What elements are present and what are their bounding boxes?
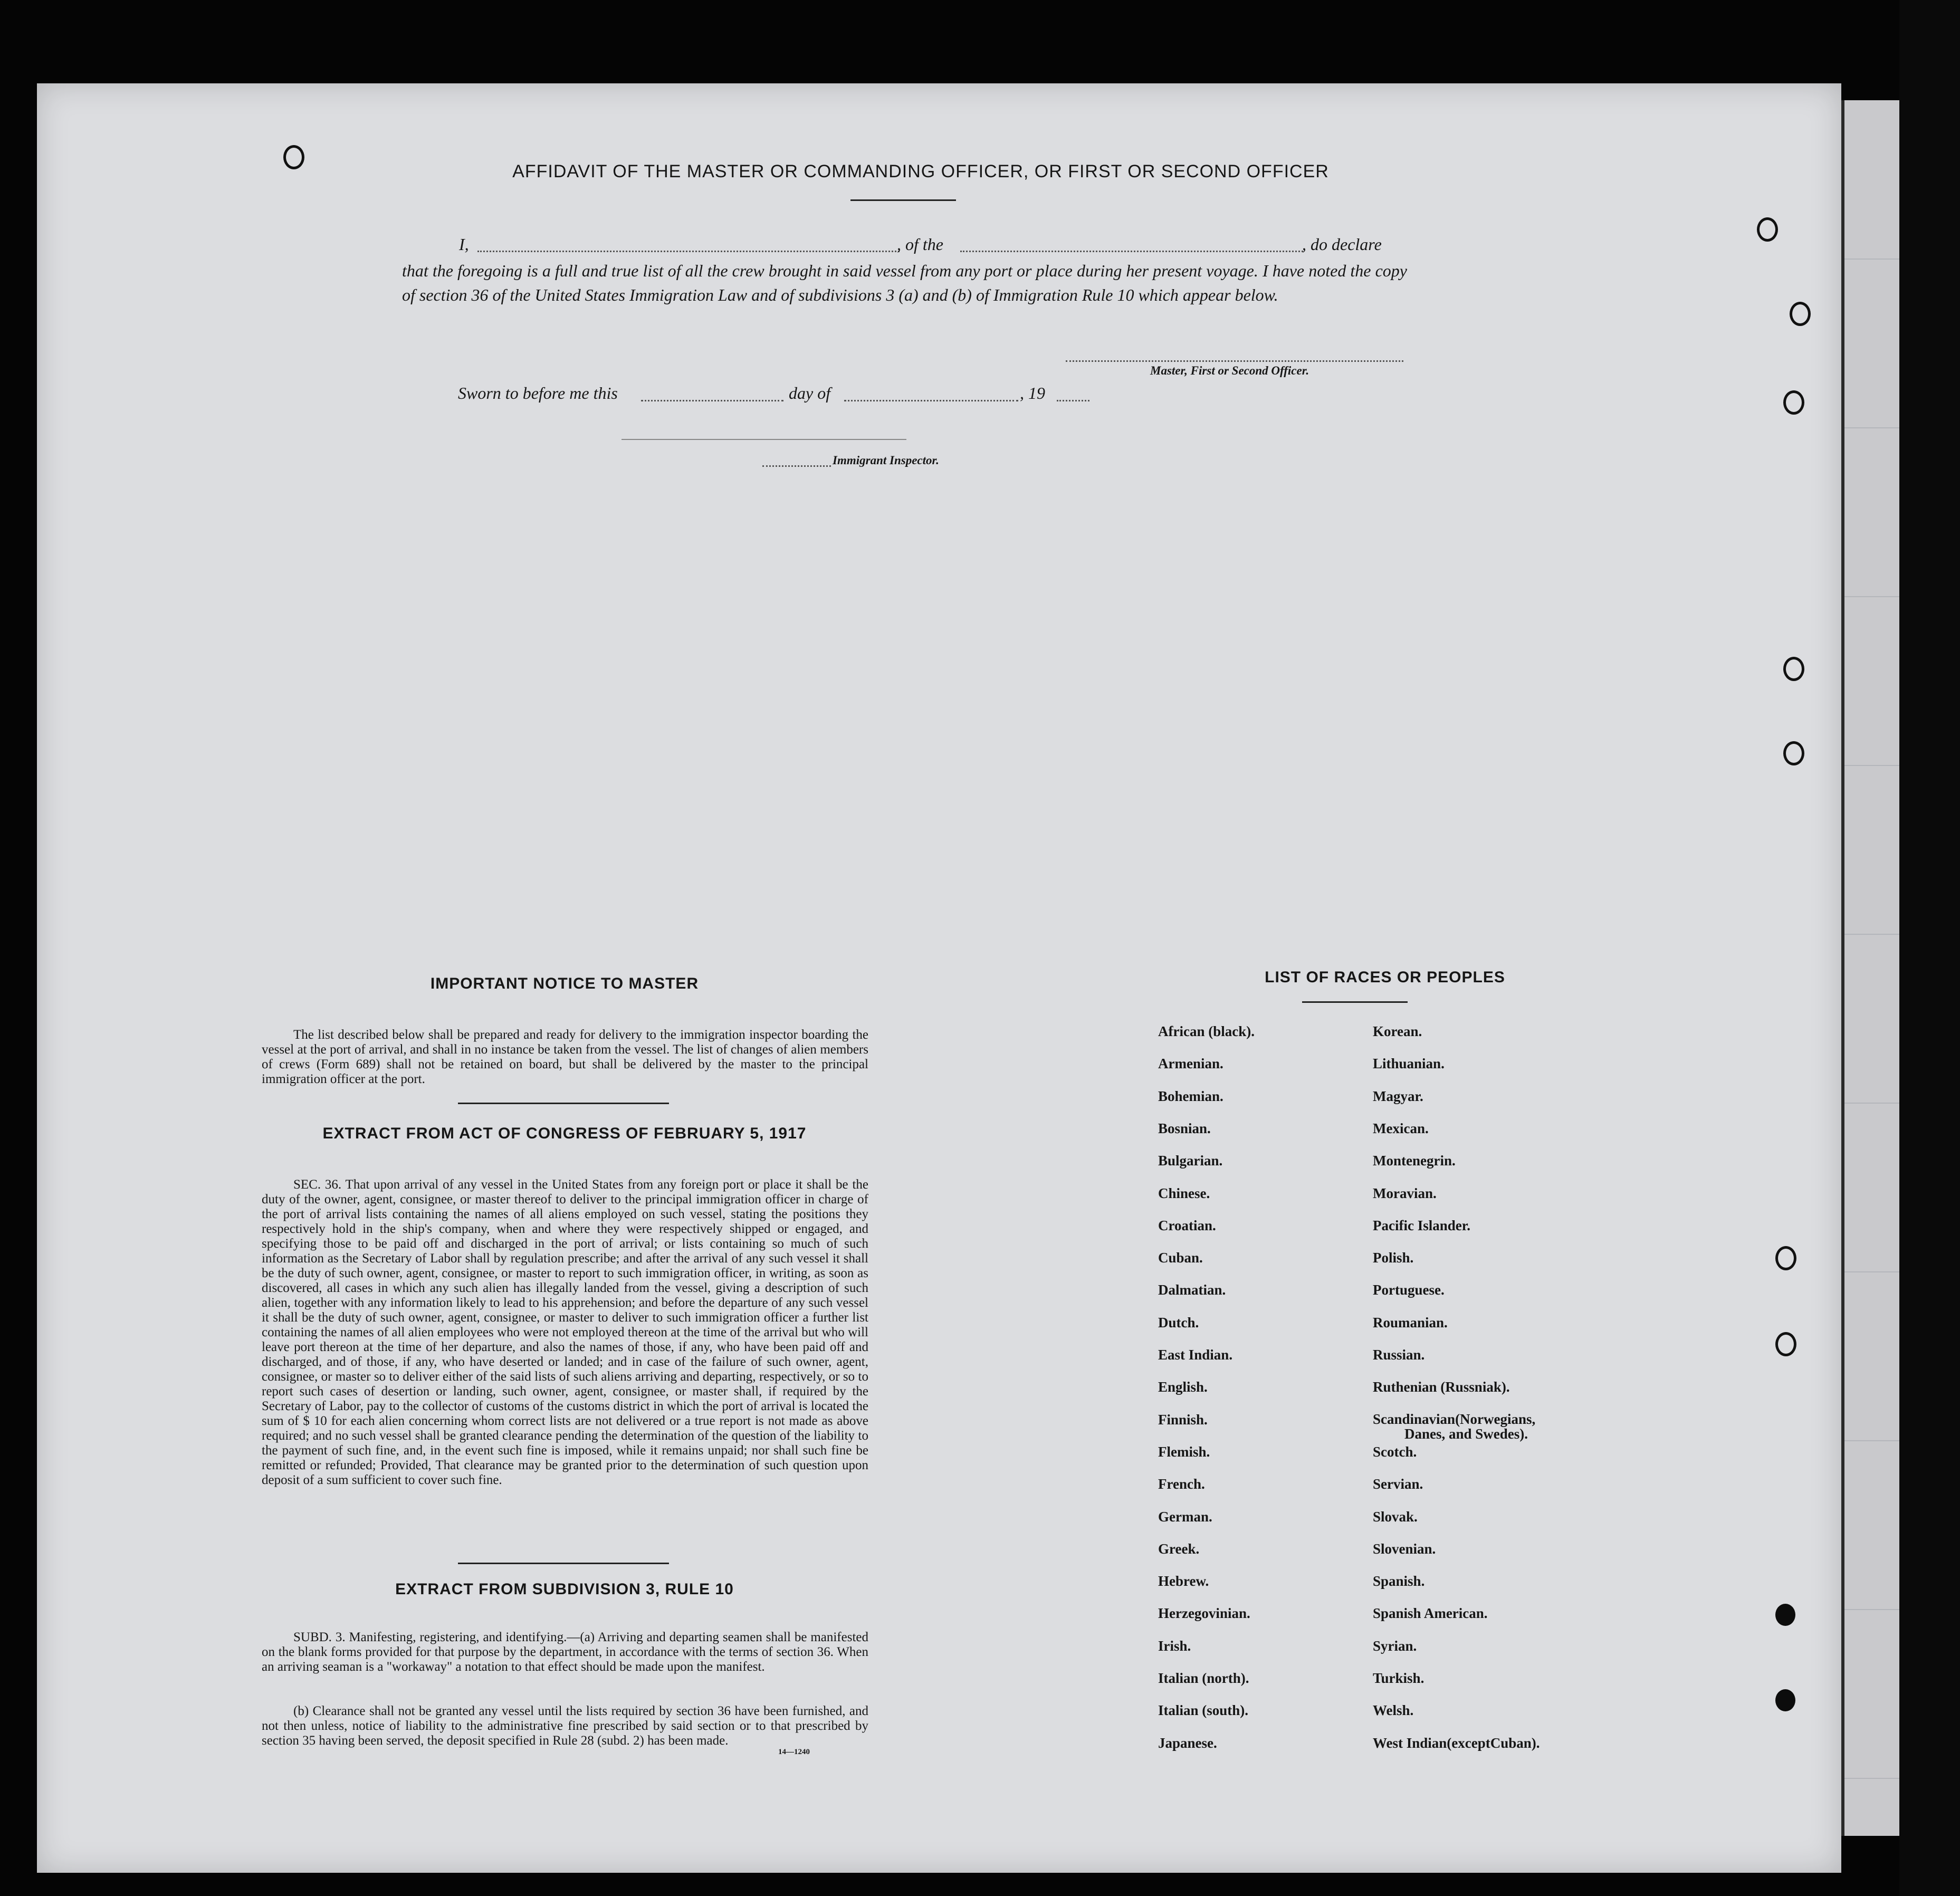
binder-hole-icon: [1775, 1246, 1796, 1270]
binder-hole-icon: [1775, 1332, 1796, 1356]
race-item: Slovenian.: [1373, 1540, 1436, 1557]
races-rule: [1302, 1001, 1408, 1003]
race-item: Croatian.: [1158, 1217, 1216, 1233]
race-item: Korean.: [1373, 1023, 1422, 1039]
race-item: Bosnian.: [1158, 1120, 1211, 1136]
race-item: Turkish.: [1373, 1670, 1424, 1686]
of-the-label: , of the: [897, 235, 943, 254]
notice-rule: [458, 1103, 669, 1104]
affidavit-title: AFFIDAVIT OF THE MASTER OR COMMANDING OFFICER, OR FIRST OR SECOND OFFICER: [512, 161, 1329, 181]
scan-border: [1899, 0, 1960, 1896]
race-item: Cuban.: [1158, 1250, 1203, 1266]
act-rule: [458, 1563, 669, 1564]
binder-hole-icon: [1775, 1689, 1795, 1711]
race-item: Irish.: [1158, 1638, 1191, 1654]
inspector-signature-field[interactable]: [762, 465, 831, 467]
sworn-day-field[interactable]: [641, 400, 783, 401]
race-item: Armenian.: [1158, 1056, 1223, 1072]
race-item: Spanish.: [1373, 1573, 1425, 1589]
race-item: Roumanian.: [1373, 1314, 1448, 1330]
rule-para-a: SUBD. 3. Manifesting, registering, and identifying.—(a) Arriving and departing seamen shall be manifested on the blank forms provided for that purpose by the department, in accordance with the terms of section 36. When an arriving seaman is a "workaway" a notation to that effect should be made upon the manifest.: [262, 1630, 868, 1674]
race-item: African (black).: [1158, 1023, 1255, 1039]
binder-hole-icon: [1790, 302, 1811, 326]
race-item: Bohemian.: [1158, 1088, 1223, 1104]
race-item: Flemish.: [1158, 1443, 1210, 1460]
race-item: Chinese.: [1158, 1185, 1210, 1201]
notice-title: IMPORTANT NOTICE TO MASTER: [430, 975, 699, 992]
notice-text: The list described below shall be prepared and ready for delivery to the immigration inspector boarding the vessel at the port of arrival, and shall in no instance be taken from the vessel. The list of changes of alien members of crews (Form 689) shall not be retained on board, but shall be delivered by the master to the principal immigration officer at the port.: [262, 1028, 868, 1086]
race-item: Syrian.: [1373, 1638, 1417, 1654]
day-of-label: day of: [789, 384, 831, 403]
race-item: East Indian.: [1158, 1347, 1233, 1363]
binder-hole-icon: [1783, 741, 1804, 765]
race-item: Japanese.: [1158, 1735, 1217, 1751]
race-item: Welsh.: [1373, 1702, 1414, 1719]
master-signature-field[interactable]: [1066, 360, 1403, 362]
binder-hole-icon: [1783, 657, 1804, 681]
vessel-name-field[interactable]: [960, 251, 1303, 252]
race-item: Lithuanian.: [1373, 1056, 1445, 1072]
race-item: Spanish American.: [1373, 1605, 1488, 1622]
race-item: Herzegovinian.: [1158, 1605, 1250, 1622]
race-item: Magyar.: [1373, 1088, 1423, 1104]
race-item: English.: [1158, 1379, 1208, 1395]
binder-hole-icon: [1757, 217, 1778, 242]
race-item: Hebrew.: [1158, 1573, 1209, 1589]
binder-hole-icon: [1783, 390, 1804, 415]
act-title: EXTRACT FROM ACT OF CONGRESS OF FEBRUARY 5, 1917: [322, 1125, 807, 1142]
race-item: French.: [1158, 1476, 1205, 1492]
race-item: Servian.: [1373, 1476, 1423, 1492]
master-name-field[interactable]: [477, 251, 900, 252]
race-item: Mexican.: [1373, 1120, 1429, 1136]
race-item: Scotch.: [1373, 1443, 1417, 1460]
race-item: Ruthenian (Russniak).: [1373, 1379, 1510, 1395]
title-rule: [850, 199, 956, 201]
race-item: Slovak.: [1373, 1508, 1418, 1525]
do-declare-label: , do declare: [1302, 235, 1382, 254]
year-prefix: , 19: [1020, 384, 1045, 403]
rule-title: EXTRACT FROM SUBDIVISION 3, RULE 10: [395, 1581, 734, 1598]
form-number: 14—1240: [778, 1748, 810, 1756]
race-item: Greek.: [1158, 1540, 1200, 1557]
binder-hole-icon: [283, 145, 304, 169]
race-item: Portuguese.: [1373, 1282, 1445, 1298]
race-item: Russian.: [1373, 1347, 1425, 1363]
binder-hole-icon: [1775, 1604, 1795, 1626]
inspector-label: Immigrant Inspector.: [833, 454, 939, 467]
races-title: LIST OF RACES OR PEOPLES: [1265, 969, 1505, 986]
race-item: German.: [1158, 1508, 1212, 1525]
race-item: Moravian.: [1373, 1185, 1437, 1201]
declaration-text: that the foregoing is a full and true list of all the crew brought in said vessel from any port or place during her present voyage. I have noted the copy of section 36 of the United States Immigration Law and of subdivisions 3 (a) and (b) of Immigration Rule 10 which appear below.: [402, 261, 1407, 304]
race-item: Italian (north).: [1158, 1670, 1249, 1686]
rule-para-b: (b) Clearance shall not be granted any vessel until the lists required by section 36 have been furnished, and not then unless, notice of liability to the administrative fine prescribed by said section or to that prescribed by section 35 having been served, the deposit specified in Rule 28 (subd. 2) has been made.: [262, 1704, 868, 1748]
act-text: SEC. 36. That upon arrival of any vessel in the United States from any foreign port or place it shall be the duty of the owner, agent, consignee, or master thereof to deliver to the principal immigration officer in charge of the port of arrival lists containing the names of all aliens employed on such vessel, stating the positions they respectively hold in the ship's company, when and where they were respectively shipped or engaged, and specifying those to be paid off and discharged in the port of arrival; or lists containing so much of such information as the Secretary of Labor shall by regulation prescribe; and after the arrival of any such vessel it shall be the duty of such owner, agent, consignee, or master to report to such immigration officer, in writing, as soon as discovered, all cases in which any such alien has illegally landed from the vessel, giving a description of such alien, together with any information likely to lead to his apprehension; and before the departure of any such vessel it shall be the duty of such owner, agent, consignee, or master to deliver to such immigration officer a further list containing the names of all alien employees who were not employed thereon at the time of the arrival but who will leave port thereon at the time of her departure, and also the names of those, if any, who have been paid off and discharged, and of those, if any, who have deserted or landed; and in case of the failure of such owner, agent, consignee, or master so to deliver either of the said lists of such aliens arriving and departing, respectively, or so to report such cases of desertion or landing, such owner, agent, consignee, or master shall, if required by the Secretary of Labor, pay to the collector of customs of the customs district in which the port of arrival is located the sum of $ 10 for each alien concerning whom correct lists are not delivered or a true report is not made as above required; and no such vessel shall be granted clearance pending the determination of the question of the liability to the payment of such fine, and, in the event such fine is imposed, while it remains unpaid; nor shall such fine be remitted or refunded; Provided, That clearance may be granted prior to the determination of such question upon deposit of a sum sufficient to cover such fine.: [262, 1177, 868, 1487]
sworn-label: Sworn to before me this: [458, 384, 618, 403]
race-item: Pacific Islander.: [1373, 1217, 1470, 1233]
master-signature-label: Master, First or Second Officer.: [1150, 364, 1309, 377]
race-item: Scandinavian(Norwegians, Danes, and Swedes).: [1373, 1411, 1536, 1442]
race-item: Bulgarian.: [1158, 1153, 1223, 1169]
sworn-month-field[interactable]: [844, 400, 1018, 401]
race-item: West Indian(exceptCuban).: [1373, 1735, 1540, 1751]
race-item: Italian (south).: [1158, 1702, 1249, 1719]
inspector-rule: [622, 439, 906, 440]
sworn-year-field[interactable]: [1057, 400, 1089, 401]
race-item: Dalmatian.: [1158, 1282, 1226, 1298]
affidavit-pronoun: I,: [459, 235, 469, 254]
race-item: Montenegrin.: [1373, 1153, 1456, 1169]
race-item: Dutch.: [1158, 1314, 1199, 1330]
race-item: Polish.: [1373, 1250, 1414, 1266]
race-item: Finnish.: [1158, 1411, 1208, 1428]
